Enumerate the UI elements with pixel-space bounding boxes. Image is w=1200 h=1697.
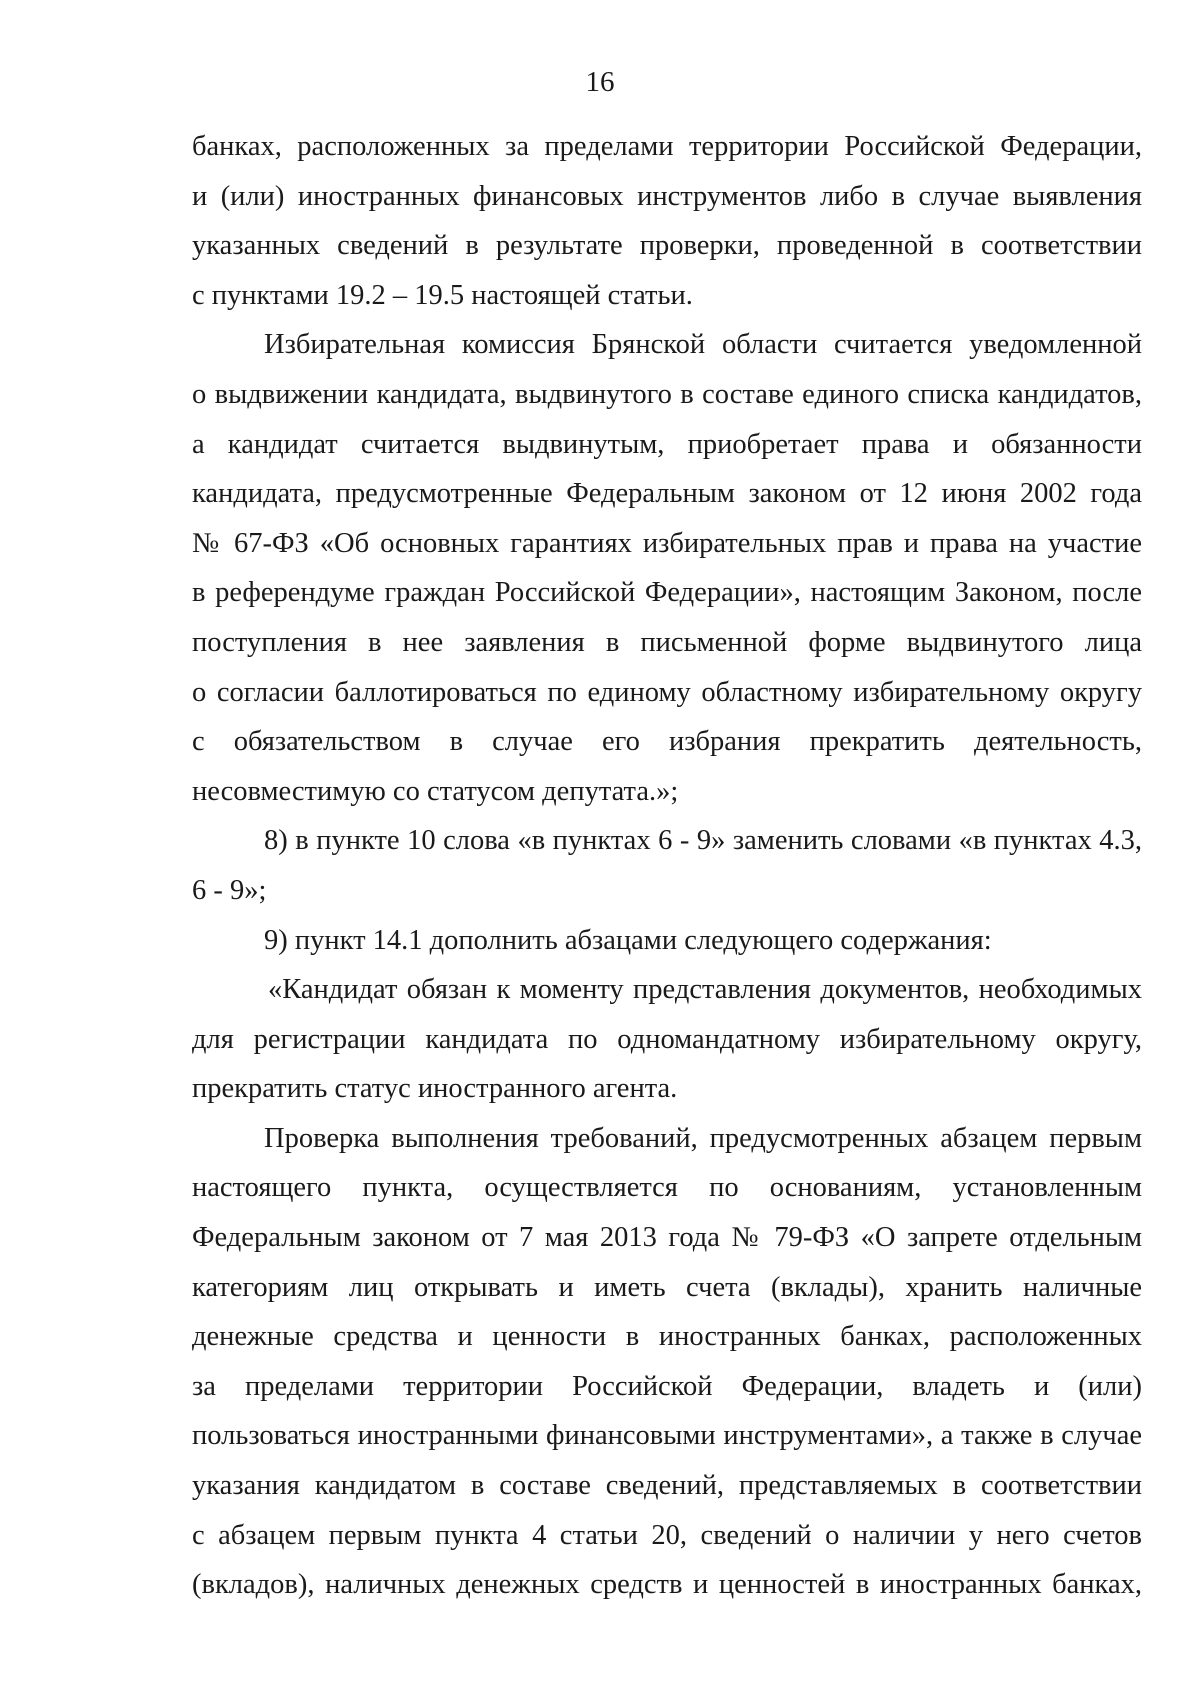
text-line: указания кандидатом в составе сведений, представляемых в соответствии [192, 1470, 1142, 1502]
text-line: денежные средства и ценности в иностранных банках, расположенных [192, 1321, 1142, 1353]
text-line: несовместимую со статусом депутата.»; [192, 775, 679, 807]
text-line: указанных сведений в результате проверки, проведенной в соответствии [192, 230, 1142, 262]
text-line: прекратить статус иностранного агента. [192, 1073, 678, 1105]
text-line: категориям лиц открывать и иметь счета (вклады), хранить наличные [192, 1271, 1142, 1303]
text-line: настоящего пункта, осуществляется по основаниям, установленным [192, 1172, 1142, 1204]
text-line: в референдуме граждан Российской Федерации», настоящим Законом, после [192, 577, 1142, 609]
text-line: для регистрации кандидата по одномандатному избирательному округу, [192, 1023, 1142, 1055]
text-line: и (или) иностранных финансовых инструментов либо в случае выявления [192, 180, 1142, 212]
text-line: поступления в нее заявления в письменной форме выдвинутого лица [192, 626, 1142, 658]
text-line: с пунктами 19.2 – 19.5 настоящей статьи. [192, 279, 693, 311]
text-line: (вкладов), наличных денежных средств и ценностей в иностранных банках, [192, 1569, 1142, 1601]
text-line: с обязательством в случае его избрания прекратить деятельность, [192, 726, 1142, 758]
page-number: 16 [585, 66, 615, 98]
text-line: кандидата, предусмотренные Федеральным законом от 12 июня 2002 года [192, 478, 1142, 510]
text-line: банках, расположенных за пределами территории Российской Федерации, [192, 131, 1142, 162]
paragraph-first-line: 9) пункт 14.1 дополнить абзацами следующего содержания: [264, 924, 992, 956]
text-line: а кандидат считается выдвинутым, приобретает права и обязанности [192, 428, 1142, 460]
text-line: о согласии баллотироваться по единому областному избирательному округу [192, 676, 1142, 708]
text-line: № 67-ФЗ «Об основных гарантиях избирательных прав и права на участие [192, 527, 1142, 559]
paragraph-first-line: Избирательная комиссия Брянской области считается уведомленной [264, 329, 1142, 361]
text-line: за пределами территории Российской Федерации, владеть и (или) [192, 1370, 1142, 1402]
paragraph-first-line: 8) в пункте 10 слова «в пунктах 6 - 9» заменить словами «в пунктах 4.3, [264, 825, 1142, 857]
paragraph-first-line: «Кандидат обязан к моменту представления документов, необходимых [268, 974, 1142, 1006]
paragraph-first-line: Проверка выполнения требований, предусмотренных абзацем первым [264, 1122, 1142, 1154]
text-line: с абзацем первым пункта 4 статьи 20, сведений о наличии у него счетов [192, 1519, 1142, 1551]
text-line: 6 - 9»; [192, 874, 267, 906]
document-body [192, 122, 1142, 1610]
text-line: Федеральным законом от 7 мая 2013 года № 79-ФЗ «О запрете отдельным [192, 1222, 1142, 1254]
text-line: о выдвижении кандидата, выдвинутого в составе единого списка кандидатов, [192, 378, 1142, 410]
text-line: пользоваться иностранными финансовыми инструментами», а также в случае [192, 1420, 1142, 1452]
